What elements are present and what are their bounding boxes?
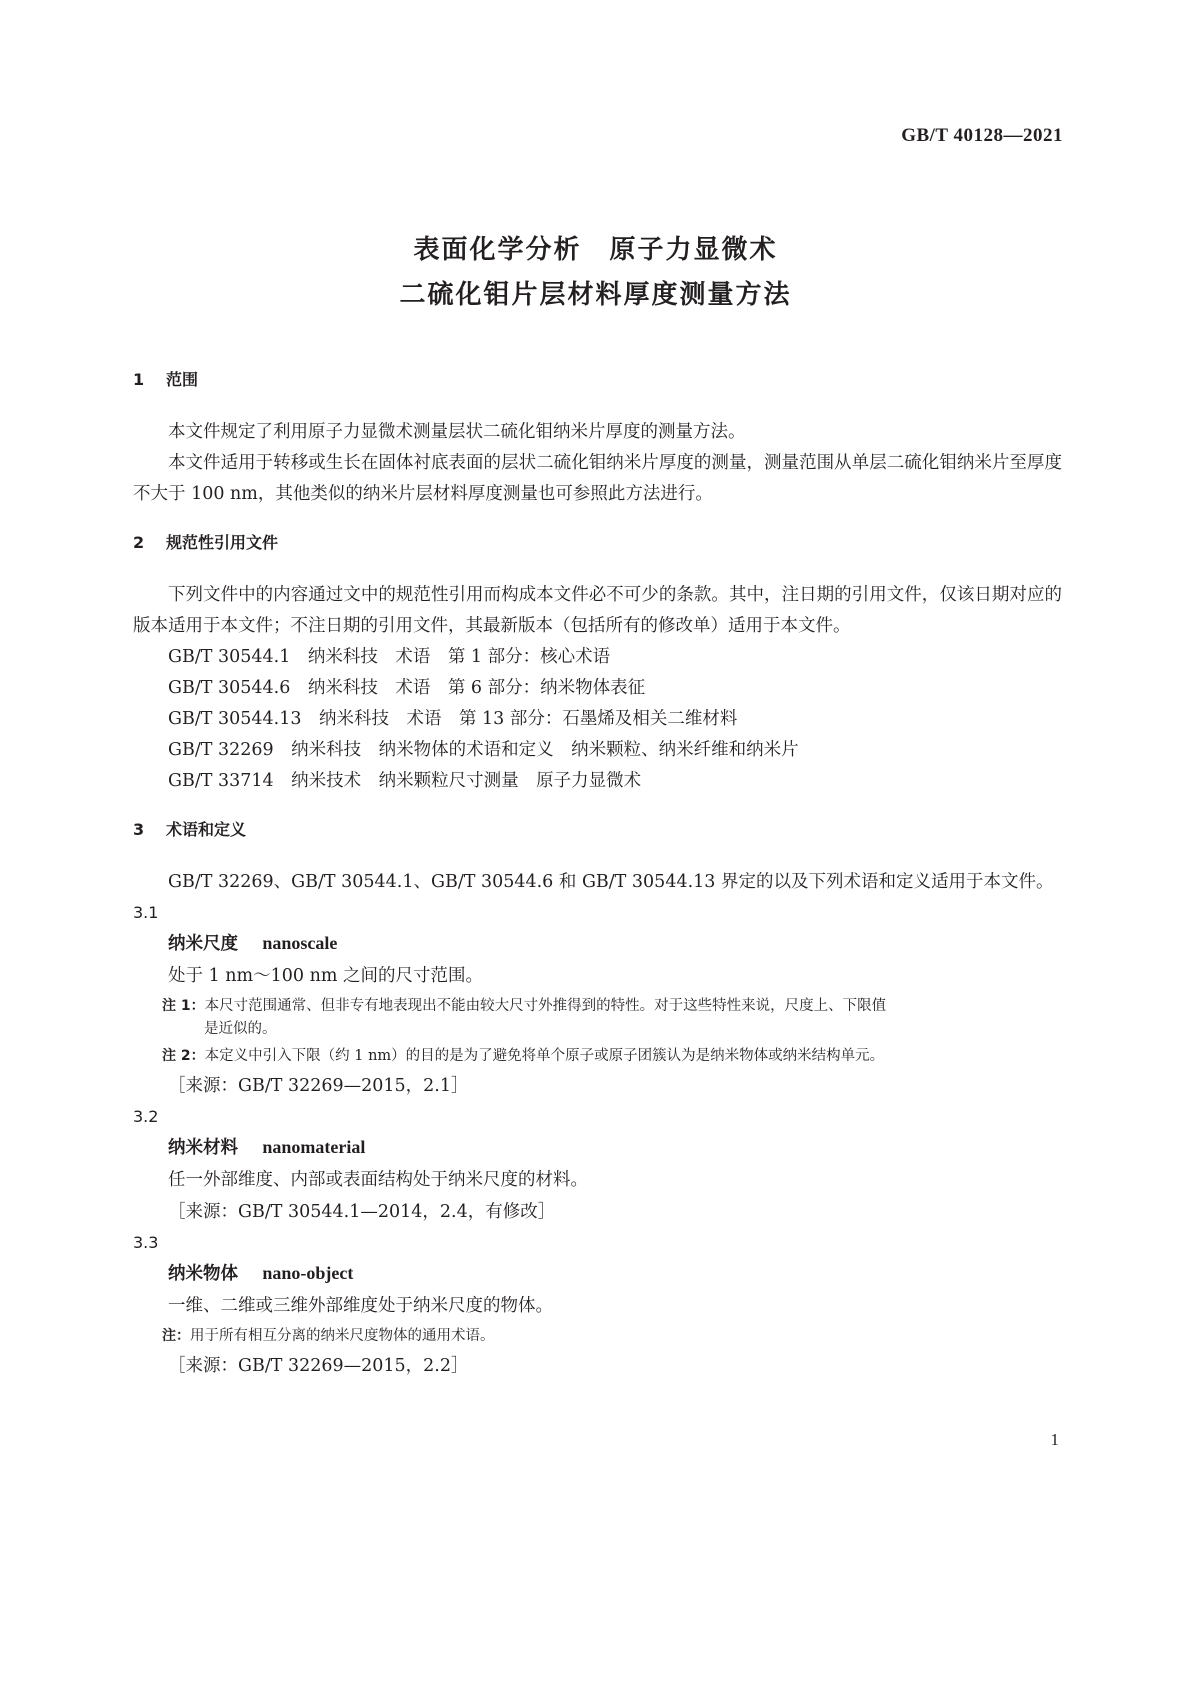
term-definition: 处于 1 nm～100 nm 之间的尺寸范围。: [168, 966, 484, 986]
title-line-1: 表面化学分析 原子力显微术: [413, 235, 778, 265]
term-en: nano-object: [262, 1263, 354, 1283]
document-body: [133, 365, 1062, 1382]
note-label: 注 1：: [162, 998, 205, 1014]
paragraph: 本文件适用于转移或生长在固体衬底表面的层状二硫化钼纳米片厚度的测量，测量范围从单层二硫化钼纳米片至厚度不大于 100 nm，其他类似的纳米片层材料厚度测量也可参照此方法进行。: [133, 453, 1062, 504]
section-title: 规范性引用文件: [166, 533, 279, 552]
reference-item: GB/T 30544.13 纳米科技 术语 第 13 部分：石墨烯及相关二维材料: [168, 709, 738, 729]
reference-item: GB/T 32269 纳米科技 纳米物体的术语和定义 纳米颗粒、纳米纤维和纳米片: [168, 740, 799, 760]
reference-item: GB/T 30544.1 纳米科技 术语 第 1 部分：核心术语: [168, 647, 611, 667]
paragraph: 下列文件中的内容通过文中的规范性引用而构成本文件必不可少的条款。其中，注日期的引用文件，仅该日期对应的版本适用于本文件；不注日期的引用文件，其最新版本（包括所有的修改单）适用于本文件。: [133, 585, 1062, 636]
section-title: 术语和定义: [166, 820, 247, 839]
term-number: 3.1: [133, 903, 159, 922]
paragraph: 本文件规定了利用原子力显微术测量层状二硫化钼纳米片厚度的测量方法。: [168, 422, 746, 442]
term-source: ［来源：GB/T 30544.1—2014，2.4，有修改］: [168, 1202, 556, 1222]
section-number: 2: [133, 533, 145, 552]
term-source: ［来源：GB/T 32269—2015，2.1］: [168, 1076, 469, 1096]
reference-item: GB/T 30544.6 纳米科技 术语 第 6 部分：纳米物体表征: [168, 678, 646, 698]
page-number: 1: [1050, 1430, 1059, 1449]
term-definition: 一维、二维或三维外部维度处于纳米尺度的物体。: [168, 1296, 553, 1316]
note-label: 注：: [162, 1328, 190, 1344]
term-heading: [133, 1258, 1062, 1290]
note-text: 用于所有相互分离的纳米尺度物体的通用术语。: [190, 1328, 495, 1344]
term-number: 3.2: [133, 1107, 159, 1126]
section-title: 范围: [166, 370, 199, 389]
term-en: nanomaterial: [262, 1137, 366, 1157]
term-source: ［来源：GB/T 32269—2015，2.2］: [168, 1356, 469, 1376]
section-number: 3: [133, 820, 145, 839]
term-heading: [133, 928, 1062, 960]
term-note: [133, 1322, 1062, 1350]
section-number: 1: [133, 370, 145, 389]
note-text-continued: 是近似的。: [204, 1021, 277, 1037]
document-title: [0, 228, 1191, 318]
paragraph: GB/T 32269、GB/T 30544.1、GB/T 30544.6 和 GB/T 30544.13 界定的以及下列术语和定义适用于本文件。: [168, 872, 1054, 892]
standard-code: GB/T 40128—2021: [901, 125, 1063, 146]
term-zh: 纳米物体: [168, 1264, 238, 1284]
note-text: 本定义中引入下限（约 1 nm）的目的是为了避免将单个原子或原子团簇认为是纳米物体或纳米结构单元。: [204, 1048, 885, 1064]
reference-item: GB/T 33714 纳米技术 纳米颗粒尺寸测量 原子力显微术: [168, 771, 642, 791]
term-zh: 纳米材料: [168, 1138, 238, 1158]
note-text: 本尺寸范围通常、但非专有地表现出不能由较大尺寸外推得到的特性。对于这些特性来说，尺度上、下限值: [204, 998, 887, 1014]
term-definition: 任一外部维度、内部或表面结构处于纳米尺度的材料。: [168, 1170, 588, 1190]
section-heading-scope: [133, 365, 1062, 395]
term-en: nanoscale: [262, 933, 338, 953]
title-line-2: 二硫化钼片层材料厚度测量方法: [399, 280, 792, 310]
section-heading-normative-references: [133, 528, 1062, 558]
note-label: 注 2：: [162, 1048, 205, 1064]
term-note: [133, 1042, 1062, 1070]
term-heading: [133, 1132, 1062, 1164]
term-number: 3.3: [133, 1233, 159, 1252]
section-heading-terms: [133, 815, 1062, 845]
term-zh: 纳米尺度: [168, 934, 238, 954]
